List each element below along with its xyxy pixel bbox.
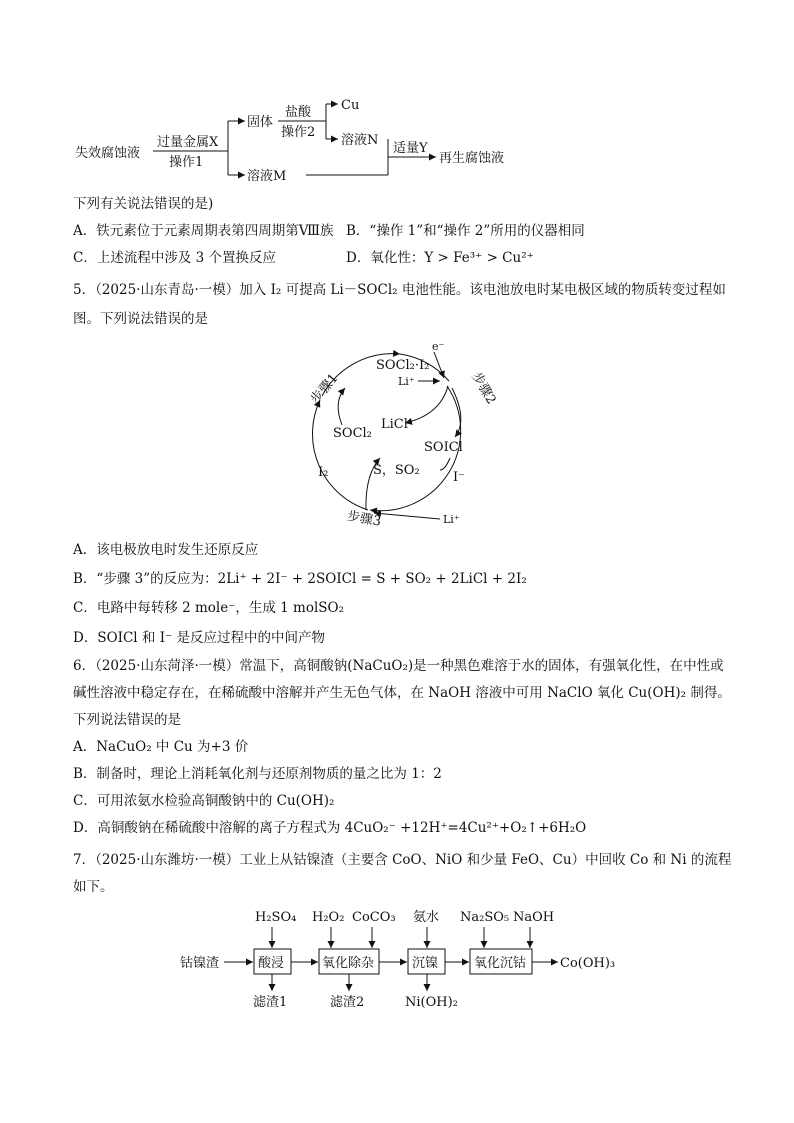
flow2-input-naoh: NaOH <box>513 910 555 925</box>
label-soicl: SOICl <box>424 440 463 455</box>
flow1-cu: Cu <box>341 98 360 113</box>
q6-stem-line2: 碱性溶液中稳定存在，在稀硫酸中溶解并产生无色气体，在 NaOH 溶液中可用 NaClO 氧化 Cu(OH)₂ 制得。 <box>73 685 731 701</box>
flow2-end: Co(OH)₃ <box>560 956 616 971</box>
flow2-output-nioh2: Ni(OH)₂ <box>405 995 458 1010</box>
q6-option-b: B．制备时，理论上消耗氧化剂与还原剂物质的量之比为 1：2 <box>73 766 442 782</box>
label-licl: LiCl <box>381 417 408 432</box>
label-li-plus-bottom: Li⁺ <box>443 513 460 526</box>
label-step3: 步骤3 <box>345 508 383 530</box>
label-li-plus-top: Li⁺ <box>398 375 415 388</box>
label-s-so2: S，SO₂ <box>373 463 420 478</box>
flow2-output-residue1: 滤渣1 <box>253 995 288 1010</box>
flow2-box4-label: 氧化沉钴 <box>474 956 527 971</box>
q4-stem: 下列有关说法错误的是) <box>73 196 214 212</box>
flow1-solution-m: 溶液M <box>247 169 287 184</box>
q5-option-a: A．该电极放电时发生还原反应 <box>73 542 259 558</box>
q6-option-c: C．可用浓氨水检验高铜酸钠中的 Cu(OH)₂ <box>73 793 335 809</box>
q5-option-b: B．“步骤 3”的反应为：2Li⁺ + 2I⁻ + 2SOICl = S + SO₂ + 2LiCl + 2I₂ <box>73 571 527 587</box>
flow2-box1-label: 酸浸 <box>258 956 285 971</box>
flow2-input-coco3: CoCO₃ <box>352 910 396 925</box>
q6-stem-line1: 6．（2025·山东菏泽·一模）常温下，高铜酸钠(NaCuO₂)是一种黑色难溶于水的固体，有强氧化性，在中性或 <box>73 658 724 674</box>
label-socl2-i2: SOCl₂·I₂ <box>376 358 430 373</box>
q6-stem-line3: 下列说法错误的是 <box>73 712 181 728</box>
q4-option-c: C．上述流程中涉及 3 个置换反应 <box>73 250 277 266</box>
flow1-start: 失效腐蚀液 <box>75 146 141 161</box>
q5-option-d: D．SOICl 和 I⁻ 是反应过程中的中间产物 <box>73 630 325 646</box>
q4-option-b: B．“操作 1”和“操作 2”所用的仪器相同 <box>346 223 585 239</box>
flow2-box3-label: 沉镍 <box>412 956 439 971</box>
flow2-input-na2so5: Na₂SO₅ <box>460 910 510 925</box>
flow2-output-residue2: 滤渣2 <box>330 995 365 1010</box>
flow1-regenerated: 再生腐蚀液 <box>439 151 505 166</box>
label-step2: 步骤2 <box>468 369 499 408</box>
q7-stem-line1: 7．（2025·山东潍坊·一模）工业上从钴镍渣（主要含 CoO、NiO 和少量 FeO、Cu）中回收 Co 和 Ni 的流程 <box>73 852 732 868</box>
label-step1: 步骤1 <box>307 371 342 407</box>
flow2-input-h2o2: H₂O₂ <box>312 910 345 925</box>
flow1-solution-n: 溶液N <box>341 133 379 148</box>
label-e-minus: e⁻ <box>432 340 445 353</box>
flow2-input-ammonia: 氨水 <box>413 910 440 925</box>
flow1-y-top: 适量Y <box>393 141 428 156</box>
q7-stem-line2: 如下。 <box>73 879 114 895</box>
q6-option-a: A．NaCuO₂ 中 Cu 为+3 价 <box>73 739 249 755</box>
flow1-acid-bottom: 操作2 <box>281 125 316 140</box>
flow1-step1-bottom: 操作1 <box>169 155 204 170</box>
flow2-start: 钴镍渣 <box>180 956 220 971</box>
q4-option-d: D．氧化性：Y > Fe³⁺ > Cu²⁺ <box>346 250 534 266</box>
q5-stem-line1: 5．（2025·山东青岛·一模）加入 I₂ 可提高 Li－SOCl₂ 电池性能。该电池放电时某电极区域的物质转变过程如 <box>73 282 726 298</box>
flow2-box2-label: 氧化除杂 <box>322 956 375 971</box>
q5-stem-line2: 图。下列说法错误的是 <box>73 311 208 327</box>
q4-option-a: A．铁元素位于元素周期表第四周期第Ⅷ族 <box>73 223 334 239</box>
q6-option-d: D．高铜酸钠在稀硫酸中溶解的离子方程式为 4CuO₂⁻ +12H⁺=4Cu²⁺+O₂↑+6H₂O <box>73 820 587 836</box>
flow1-acid-top: 盐酸 <box>285 105 312 120</box>
label-socl2: SOCl₂ <box>333 426 372 441</box>
flow1-step1-top: 过量金属X <box>157 135 219 150</box>
label-i-minus: I⁻ <box>453 470 465 485</box>
q5-option-c: C．电路中每转移 2 mole⁻，生成 1 molSO₂ <box>73 600 345 616</box>
flow2-input-h2so4: H₂SO₄ <box>255 910 297 925</box>
flow1-solid: 固体 <box>247 115 274 130</box>
label-i2: I₂ <box>318 465 329 480</box>
